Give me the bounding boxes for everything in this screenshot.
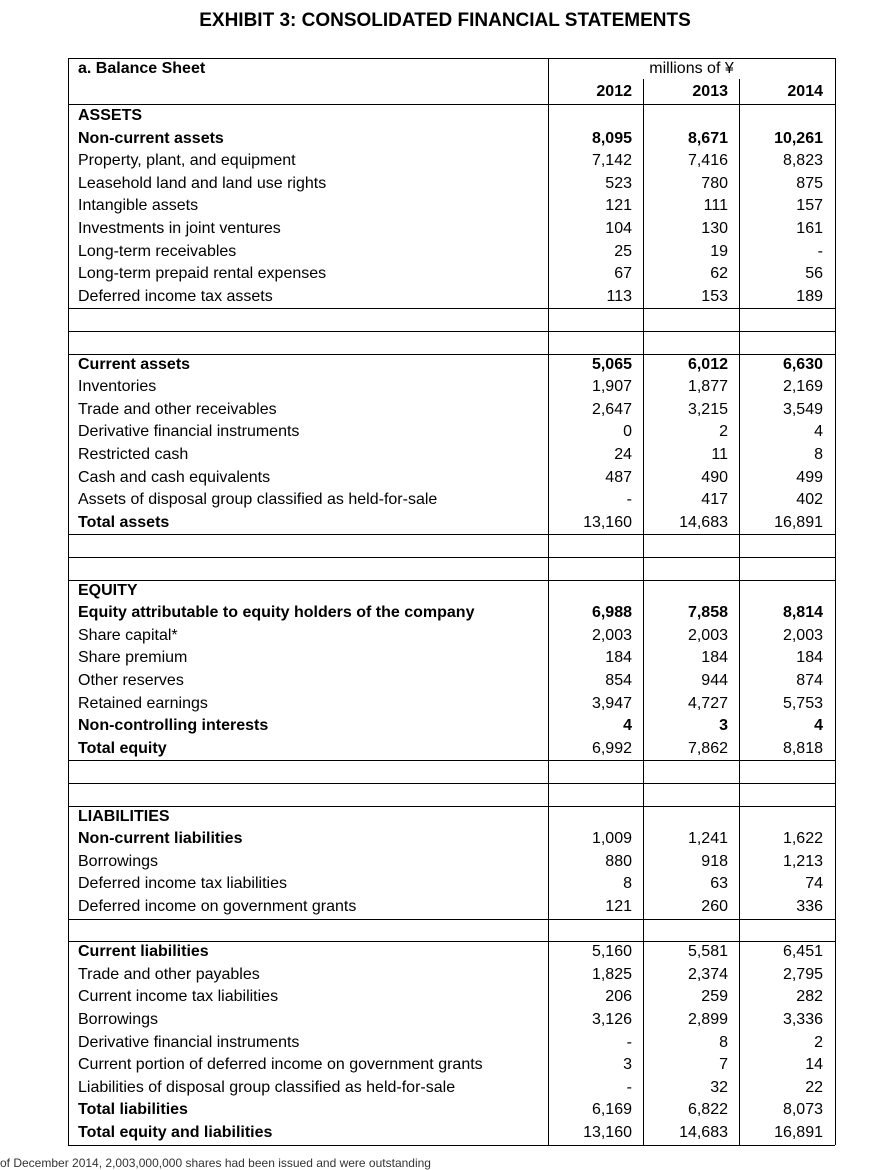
cell-non-current-liabilities-2014: 1,622 xyxy=(782,830,823,848)
row-label-other-reserves: Other reserves xyxy=(78,672,184,689)
row-label-leasehold-land-and-land-use-rights: Leasehold land and land use rights xyxy=(78,174,327,192)
cell-trade-and-other-receivables-2013: 3,215 xyxy=(687,400,728,418)
cell-restricted-cash-2014: 8 xyxy=(814,446,823,463)
cell-derivative-financial-instruments-2012: - xyxy=(626,1033,632,1051)
row-label-current-income-tax-liabilities: Current income tax liabilities xyxy=(78,988,279,1006)
row-label-trade-and-other-payables: Trade and other payables xyxy=(78,965,260,983)
exhibit-title: EXHIBIT 3: CONSOLIDATED FINANCIAL STATEMENTS xyxy=(199,10,691,31)
cell-current-income-tax-liabilities-2013: 259 xyxy=(701,988,728,1006)
cell-non-current-assets-2012: 8,095 xyxy=(591,129,632,147)
row-label-deferred-income-on-government-grants: Deferred income on government grants xyxy=(78,898,357,915)
cell-intangible-assets-2012: 121 xyxy=(605,197,632,215)
cell-liabilities-of-disposal-group-classified-as-held-for-sale-2012: - xyxy=(626,1078,632,1096)
row-label-inventories: Inventories xyxy=(78,378,157,396)
row-rule xyxy=(68,783,835,784)
cell-property-plant-and-equipment-2014: 8,823 xyxy=(782,152,823,170)
row-rule xyxy=(68,760,835,761)
cell-borrowings-2012: 880 xyxy=(605,852,632,870)
row-label-total-equity-and-liabilities: Total equity and liabilities xyxy=(78,1124,273,1141)
cell-assets-of-disposal-group-classified-as-held-for-sale-2014: 402 xyxy=(796,491,823,509)
row-label-non-current-assets: Non-current assets xyxy=(78,129,224,147)
cell-deferred-income-tax-liabilities-2014: 74 xyxy=(805,875,823,893)
cell-intangible-assets-2013: 111 xyxy=(703,197,728,215)
row-label-liabilities-of-disposal-group-classified-as-held-for-sale: Liabilities of disposal group classified as held-for-sale xyxy=(78,1078,456,1096)
row-label-liabilities: LIABILITIES xyxy=(78,807,170,825)
balance-sheet-table xyxy=(68,58,835,1143)
cell-trade-and-other-receivables-2014: 3,549 xyxy=(782,400,823,418)
cell-borrowings-2014: 1,213 xyxy=(782,852,823,870)
table-bottom-border xyxy=(68,1145,835,1146)
cell-deferred-income-tax-liabilities-2013: 63 xyxy=(710,875,728,893)
year-header: 2014 xyxy=(787,83,823,100)
cell-total-assets-2014: 16,891 xyxy=(774,513,823,531)
row-label-borrowings: Borrowings xyxy=(78,852,159,870)
cell-cash-and-cash-equivalents-2014: 499 xyxy=(796,468,823,486)
cell-deferred-income-tax-assets-2012: 113 xyxy=(606,287,632,305)
cell-trade-and-other-receivables-2012: 2,647 xyxy=(591,400,632,418)
cell-share-premium-2014: 184 xyxy=(796,649,823,667)
cell-long-term-receivables-2013: 19 xyxy=(710,242,728,260)
row-label-non-controlling-interests: Non-controlling interests xyxy=(78,717,269,735)
cell-share-capital-2014: 2,003 xyxy=(782,626,823,644)
cell-liabilities-of-disposal-group-classified-as-held-for-sale-2013: 32 xyxy=(710,1078,728,1096)
row-label-trade-and-other-receivables: Trade and other receivables xyxy=(78,400,277,418)
cell-investments-in-joint-ventures-2014: 161 xyxy=(796,220,823,237)
cell-inventories-2013: 1,877 xyxy=(687,378,728,396)
row-label-current-liabilities: Current liabilities xyxy=(78,943,209,961)
cell-equity-attributable-to-equity-holders-of-the-company-2013: 7,858 xyxy=(687,604,728,622)
cell-deferred-income-tax-assets-2013: 153 xyxy=(701,287,728,305)
year-header: 2012 xyxy=(596,83,632,100)
cell-total-equity-and-liabilities-2012: 13,160 xyxy=(583,1124,632,1141)
row-rule xyxy=(68,941,835,942)
cell-total-equity-2014: 8,818 xyxy=(782,739,823,757)
cell-current-liabilities-2014: 6,451 xyxy=(782,943,823,961)
row-label-current-assets: Current assets xyxy=(78,355,191,373)
cell-inventories-2014: 2,169 xyxy=(782,378,823,396)
cell-trade-and-other-payables-2014: 2,795 xyxy=(782,965,823,983)
cell-total-equity-and-liabilities-2013: 14,683 xyxy=(679,1124,728,1141)
row-label-assets-of-disposal-group-classified-as-held-for-sale: Assets of disposal group classified as held-for-sale xyxy=(78,491,438,509)
cell-non-current-assets-2013: 8,671 xyxy=(687,129,728,147)
cell-non-current-liabilities-2013: 1,241 xyxy=(687,830,728,848)
row-label-borrowings: Borrowings xyxy=(78,1011,159,1028)
cell-total-liabilities-2013: 6,822 xyxy=(687,1101,728,1119)
cell-investments-in-joint-ventures-2012: 104 xyxy=(605,220,632,237)
cell-equity-attributable-to-equity-holders-of-the-company-2012: 6,988 xyxy=(591,604,632,622)
cell-total-liabilities-2014: 8,073 xyxy=(782,1101,823,1119)
cell-current-portion-of-deferred-income-on-government-grants-2012: 3 xyxy=(623,1056,632,1074)
cell-current-portion-of-deferred-income-on-government-grants-2014: 14 xyxy=(805,1056,823,1074)
row-label-investments-in-joint-ventures: Investments in joint ventures xyxy=(78,220,281,237)
cell-derivative-financial-instruments-2013: 8 xyxy=(719,1033,728,1051)
cell-assets-of-disposal-group-classified-as-held-for-sale-2012: - xyxy=(626,491,632,509)
cell-current-assets-2014: 6,630 xyxy=(782,355,823,373)
row-label-derivative-financial-instruments: Derivative financial instruments xyxy=(78,423,300,441)
cell-total-assets-2012: 13,160 xyxy=(583,513,632,531)
row-rule xyxy=(68,919,835,920)
row-label-restricted-cash: Restricted cash xyxy=(78,446,189,463)
cell-current-liabilities-2012: 5,160 xyxy=(591,943,632,961)
cell-deferred-income-on-government-grants-2014: 336 xyxy=(796,898,823,915)
row-label-assets: ASSETS xyxy=(78,107,143,124)
cell-property-plant-and-equipment-2012: 7,142 xyxy=(591,152,632,170)
row-label-intangible-assets: Intangible assets xyxy=(78,197,199,215)
row-label-share-premium: Share premium xyxy=(78,649,188,667)
column-line xyxy=(835,58,836,1145)
column-line xyxy=(643,58,644,1145)
cell-derivative-financial-instruments-2014: 2 xyxy=(814,1033,823,1051)
cell-retained-earnings-2012: 3,947 xyxy=(591,694,632,712)
cell-derivative-financial-instruments-2013: 2 xyxy=(719,423,728,441)
year-header: 2013 xyxy=(692,83,728,100)
cell-non-current-liabilities-2012: 1,009 xyxy=(591,830,632,848)
row-label-total-liabilities: Total liabilities xyxy=(78,1101,188,1119)
cell-current-income-tax-liabilities-2014: 282 xyxy=(796,988,823,1006)
cell-current-portion-of-deferred-income-on-government-grants-2013: 7 xyxy=(719,1056,728,1074)
cell-total-liabilities-2012: 6,169 xyxy=(591,1101,632,1119)
cell-assets-of-disposal-group-classified-as-held-for-sale-2013: 417 xyxy=(701,491,728,509)
column-line xyxy=(739,58,740,1145)
cell-current-assets-2013: 6,012 xyxy=(687,355,728,373)
cell-leasehold-land-and-land-use-rights-2012: 523 xyxy=(605,174,632,192)
cell-deferred-income-on-government-grants-2012: 121 xyxy=(605,898,632,915)
cell-restricted-cash-2012: 24 xyxy=(614,446,632,463)
cell-share-premium-2012: 184 xyxy=(605,649,632,667)
row-label-long-term-prepaid-rental-expenses: Long-term prepaid rental expenses xyxy=(78,265,327,283)
cell-other-reserves-2013: 944 xyxy=(701,672,728,689)
row-label-property-plant-and-equipment: Property, plant, and equipment xyxy=(78,152,296,170)
units-label: millions of ¥ xyxy=(649,60,734,77)
row-rule xyxy=(68,354,835,355)
row-label-equity: EQUITY xyxy=(78,581,138,599)
cell-borrowings-2013: 2,899 xyxy=(687,1011,728,1028)
cell-total-equity-2012: 6,992 xyxy=(591,739,632,757)
row-label-deferred-income-tax-liabilities: Deferred income tax liabilities xyxy=(78,875,287,893)
row-label-derivative-financial-instruments: Derivative financial instruments xyxy=(78,1033,300,1051)
cell-leasehold-land-and-land-use-rights-2013: 780 xyxy=(701,174,728,192)
cell-long-term-prepaid-rental-expenses-2012: 67 xyxy=(614,265,632,283)
cell-derivative-financial-instruments-2014: 4 xyxy=(814,423,823,441)
section-title: a. Balance Sheet xyxy=(78,60,206,77)
cell-other-reserves-2012: 854 xyxy=(605,672,632,689)
cell-deferred-income-tax-liabilities-2012: 8 xyxy=(623,875,632,893)
cell-restricted-cash-2013: 11 xyxy=(711,446,728,463)
row-label-equity-attributable-to-equity-holders-of-the-company: Equity attributable to equity holders of the company xyxy=(78,604,475,622)
cell-non-controlling-interests-2012: 4 xyxy=(623,717,632,735)
cell-trade-and-other-payables-2013: 2,374 xyxy=(687,965,728,983)
cell-long-term-receivables-2014: - xyxy=(817,242,823,260)
cell-current-assets-2012: 5,065 xyxy=(591,355,632,373)
cell-long-term-receivables-2012: 25 xyxy=(614,242,632,260)
cell-non-current-assets-2014: 10,261 xyxy=(774,129,823,147)
cell-cash-and-cash-equivalents-2013: 490 xyxy=(701,468,728,486)
footnote: of December 2014, 2,003,000,000 shares had been issued and were outstanding xyxy=(0,1156,431,1170)
cell-equity-attributable-to-equity-holders-of-the-company-2014: 8,814 xyxy=(782,604,823,622)
row-label-share-capital: Share capital* xyxy=(78,626,178,644)
cell-non-controlling-interests-2014: 4 xyxy=(814,717,823,735)
cell-derivative-financial-instruments-2012: 0 xyxy=(623,423,632,441)
cell-deferred-income-tax-assets-2014: 189 xyxy=(796,287,823,305)
cell-share-premium-2013: 184 xyxy=(701,649,728,667)
cell-current-liabilities-2013: 5,581 xyxy=(687,943,728,961)
cell-share-capital-2013: 2,003 xyxy=(687,626,728,644)
cell-non-controlling-interests-2013: 3 xyxy=(719,717,728,735)
cell-borrowings-2014: 3,336 xyxy=(782,1011,823,1028)
cell-borrowings-2012: 3,126 xyxy=(591,1011,632,1028)
column-line xyxy=(548,58,549,1145)
row-label-deferred-income-tax-assets: Deferred income tax assets xyxy=(78,287,273,305)
cell-long-term-prepaid-rental-expenses-2014: 56 xyxy=(805,265,823,283)
cell-liabilities-of-disposal-group-classified-as-held-for-sale-2014: 22 xyxy=(805,1078,823,1096)
cell-intangible-assets-2014: 157 xyxy=(796,197,823,215)
cell-trade-and-other-payables-2012: 1,825 xyxy=(591,965,632,983)
cell-deferred-income-on-government-grants-2013: 260 xyxy=(701,898,728,915)
header-rule xyxy=(68,104,835,105)
cell-total-assets-2013: 14,683 xyxy=(679,513,728,531)
row-label-total-assets: Total assets xyxy=(78,513,170,531)
cell-property-plant-and-equipment-2013: 7,416 xyxy=(687,152,728,170)
row-label-long-term-receivables: Long-term receivables xyxy=(78,242,237,260)
cell-total-equity-2013: 7,862 xyxy=(687,739,728,757)
row-rule xyxy=(68,308,835,309)
row-label-current-portion-of-deferred-income-on-government-grants: Current portion of deferred income on government grants xyxy=(78,1056,483,1074)
cell-long-term-prepaid-rental-expenses-2013: 62 xyxy=(710,265,728,283)
cell-cash-and-cash-equivalents-2012: 487 xyxy=(605,468,632,486)
row-rule xyxy=(68,331,835,332)
cell-borrowings-2013: 918 xyxy=(701,852,728,870)
cell-other-reserves-2014: 874 xyxy=(796,672,823,689)
cell-inventories-2012: 1,907 xyxy=(591,378,632,396)
cell-investments-in-joint-ventures-2013: 130 xyxy=(701,220,728,237)
row-label-total-equity: Total equity xyxy=(78,739,167,757)
row-label-cash-and-cash-equivalents: Cash and cash equivalents xyxy=(78,468,271,486)
cell-share-capital-2012: 2,003 xyxy=(591,626,632,644)
row-rule xyxy=(68,557,835,558)
cell-current-income-tax-liabilities-2012: 206 xyxy=(605,988,632,1006)
cell-retained-earnings-2014: 5,753 xyxy=(782,694,823,712)
row-rule xyxy=(68,534,835,535)
cell-leasehold-land-and-land-use-rights-2014: 875 xyxy=(796,174,823,192)
cell-total-equity-and-liabilities-2014: 16,891 xyxy=(774,1124,823,1141)
row-rule xyxy=(68,806,835,807)
row-label-non-current-liabilities: Non-current liabilities xyxy=(78,830,243,848)
row-label-retained-earnings: Retained earnings xyxy=(78,694,208,712)
cell-retained-earnings-2013: 4,727 xyxy=(687,694,728,712)
row-rule xyxy=(68,580,835,581)
column-line xyxy=(68,58,69,1145)
